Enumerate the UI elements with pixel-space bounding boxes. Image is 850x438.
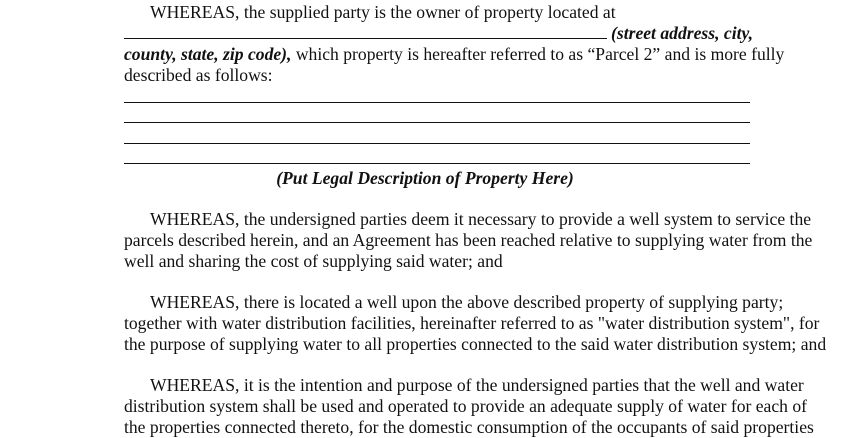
para2-line2: parcels described herein, and an Agreement has been reached relative to supplying water from the [124,230,813,250]
para3-line3: the purpose of supplying water to all properties connected to the said water distribution system; and [124,334,827,354]
legal-description-caption: (Put Legal Description of Property Here) [276,168,574,188]
para3-line1: WHEREAS, there is located a well upon the above described property of supplying party; [150,292,784,312]
para3-line2: together with water distribution facilities, hereinafter referred to as "water distribution system", for [124,313,820,333]
legal-description-line-2[interactable] [124,122,750,123]
para2-line3: well and sharing the cost of supplying said water; and [124,251,503,271]
address-label: (street address, city, [611,23,754,43]
county-label: county, state, zip code), [124,44,292,64]
para1-line3 [124,44,784,65]
address-blank[interactable] [124,24,607,39]
para4-line3: the properties connected thereto, for the domestic consumption of the occupants of said properties [124,417,814,437]
parcel-text: which property is hereafter referred to as “Parcel 2” and is more fully [291,44,785,64]
para1-line4: described as follows: [124,65,273,85]
legal-description-line-3[interactable] [124,143,750,144]
para4-line2: distribution system shall be used and operated to provide an adequate supply of water for each of [124,396,808,416]
para1-line1: WHEREAS, the supplied party is the owner of property located at [150,2,616,22]
legal-description-line-4[interactable] [124,163,750,164]
legal-description-line-1[interactable] [124,102,750,103]
para2-line1: WHEREAS, the undersigned parties deem it necessary to provide a well system to service the [150,209,812,229]
para4-line1: WHEREAS, it is the intention and purpose of the undersigned parties that the well and water [150,375,804,395]
para1-line2 [124,23,753,44]
